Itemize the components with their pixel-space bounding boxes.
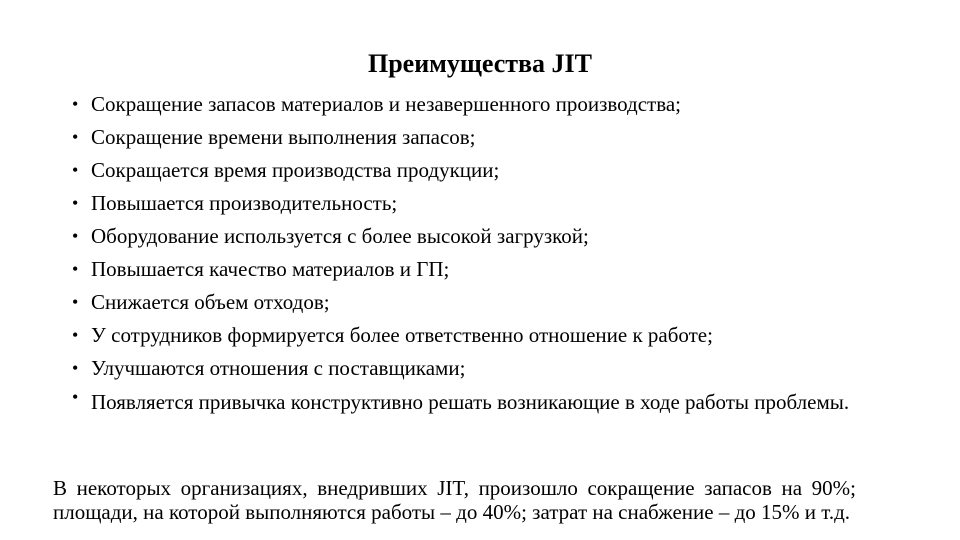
bullet-text: Повышается производительность; — [91, 191, 398, 215]
bullet-item — [72, 187, 872, 220]
bullet-dot-icon: • — [72, 259, 79, 279]
bullet-text: У сотрудников формируется более ответственно отношение к работе; — [91, 323, 713, 347]
bullet-text: Улучшаются отношения с поставщиками; — [91, 356, 466, 380]
bullet-text: Повышается качество материалов и ГП; — [91, 257, 450, 281]
bullet-dot-icon: • — [72, 292, 79, 312]
bullet-dot-icon: • — [72, 387, 79, 407]
bullet-item — [72, 88, 872, 121]
bullet-text: Появляется привычка конструктивно решать возникающие в ходе работы проблемы. — [91, 390, 850, 414]
bullet-dot-icon: • — [72, 193, 79, 213]
bullet-dot-icon: • — [72, 325, 79, 345]
bullet-text: Сокращение запасов материалов и незавершенного производства; — [91, 92, 682, 116]
bullet-dot-icon: • — [72, 160, 79, 180]
bullet-item — [72, 220, 872, 253]
bullet-dot-icon: • — [72, 127, 79, 147]
bullet-item — [72, 121, 872, 154]
bullet-item — [72, 352, 872, 385]
bullet-item — [72, 319, 872, 352]
bullet-list — [72, 88, 872, 414]
bullet-text: Оборудование используется с более высокой загрузкой; — [91, 224, 589, 248]
bullet-item — [72, 286, 872, 319]
bullet-item — [72, 154, 872, 187]
slide-title-text: Преимущества JIT — [367, 49, 593, 78]
bullet-dot-icon: • — [72, 358, 79, 378]
bullet-text: Сокращение времени выполнения запасов; — [91, 125, 476, 149]
bullet-text: Снижается объем отходов; — [91, 290, 330, 314]
bullet-dot-icon: • — [72, 226, 79, 246]
slide-title — [0, 47, 960, 81]
bullet-text: Сокращается время производства продукции; — [91, 158, 500, 182]
summary-paragraph — [53, 476, 856, 524]
bullet-dot-icon: • — [72, 94, 79, 114]
summary-paragraph-text: В некоторых организациях, внедривших JIT, произошло сокращение запасов на 90%; площади, на которой выполняются работы – до 40%; затрат на снабжение – до 15% и т.д. — [53, 476, 856, 524]
bullet-item — [72, 385, 872, 414]
bullet-item — [72, 253, 872, 286]
